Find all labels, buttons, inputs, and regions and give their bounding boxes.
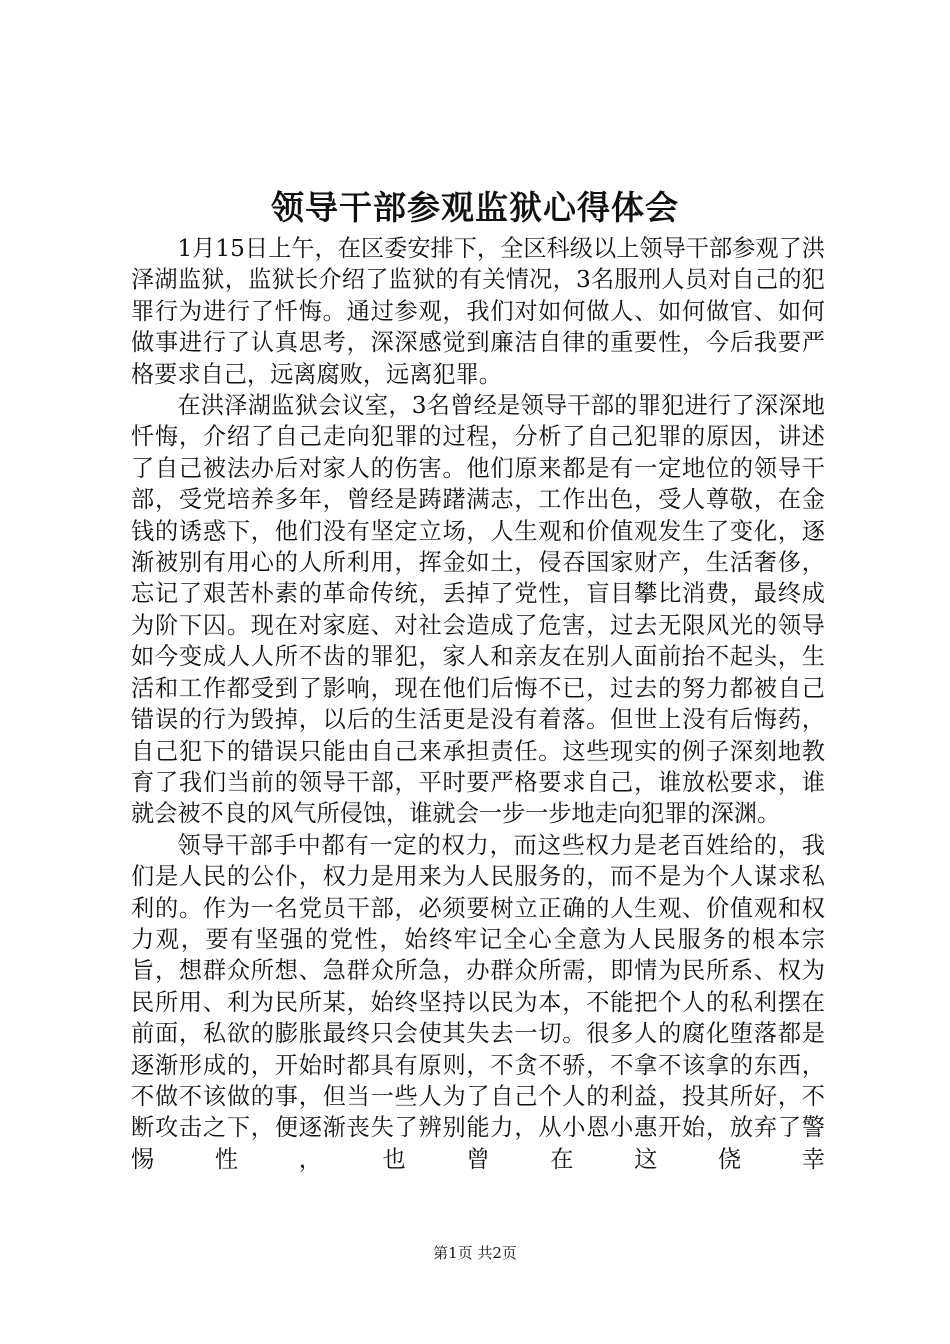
document-title: 领导干部参观监狱心得体会: [271, 188, 679, 227]
page-number-footer: 第1页 共2页: [433, 1244, 517, 1262]
document-body: [131, 233, 825, 1175]
paragraph-1: 1月15日上午，在区委安排下，全区科级以上领导干部参观了洪泽湖监狱，监狱长介绍了监狱的有关情况，3名服刑人员对自己的犯罪行为进行了忏悔。通过参观，我们对如何做人、如何做官、如何做事进行了认真思考，深深感觉到廉洁自律的重要性，今后我要严格要求自己，远离腐败，远离犯罪。: [131, 235, 825, 388]
paragraph-3: 领导干部手中都有一定的权力，而这些权力是老百姓给的，我们是人民的公仆，权力是用来为人民服务的，而不是为个人谋求私利的。作为一名党员干部，必须要树立正确的人生观、价值观和权力观，要有坚强的党性，始终牢记全心全意为人民服务的根本宗旨，想群众所想、急群众所急，办群众所需，即情为民所系、权为民所用、利为民所某，始终坚持以民为本，不能把个人的私利摆在前面，私欲的膨胀最终只会使其失去一切。很多人的腐化堕落都是逐渐形成的，开始时都具有原则，不贪不骄，不拿不该拿的东西，不做不该做的事，但当一些人为了自己个人的利益，投其所好，不断攻击之下，便逐渐丧失了辨别能力，从小恩小惠开始，放弃了警惕性，也曾在这侥幸: [131, 831, 825, 1173]
paragraph-2: 在洪泽湖监狱会议室，3名曾经是领导干部的罪犯进行了深深地忏悔，介绍了自己走向犯罪的过程，分析了自己犯罪的原因，讲述了自己被法办后对家人的伤害。他们原来都是有一定地位的领导干部，受党培养多年，曾经是踌躇满志，工作出色，受人尊敬，在金钱的诱惑下，他们没有坚定立场，人生观和价值观发生了变化，逐渐被别有用心的人所利用，挥金如土，侵吞国家财产，生活奢侈，忘记了艰苦朴素的革命传统，丢掉了党性，盲目攀比消费，最终成为阶下囚。现在对家庭、对社会造成了危害，过去无限风光的领导如今变成人人所不齿的罪犯，家人和亲友在别人面前抬不起头，生活和工作都受到了影响，现在他们后悔不已，过去的努力都被自己错误的行为毁掉，以后的生活更是没有着落。但世上没有后悔药，自己犯下的错误只能由自己来承担责任。这些现实的例子深刻地教育了我们当前的领导干部，平时要严格要求自己，谁放松要求，谁就会被不良的风气所侵蚀，谁就会一步一步地走向犯罪的深渊。: [131, 392, 825, 828]
